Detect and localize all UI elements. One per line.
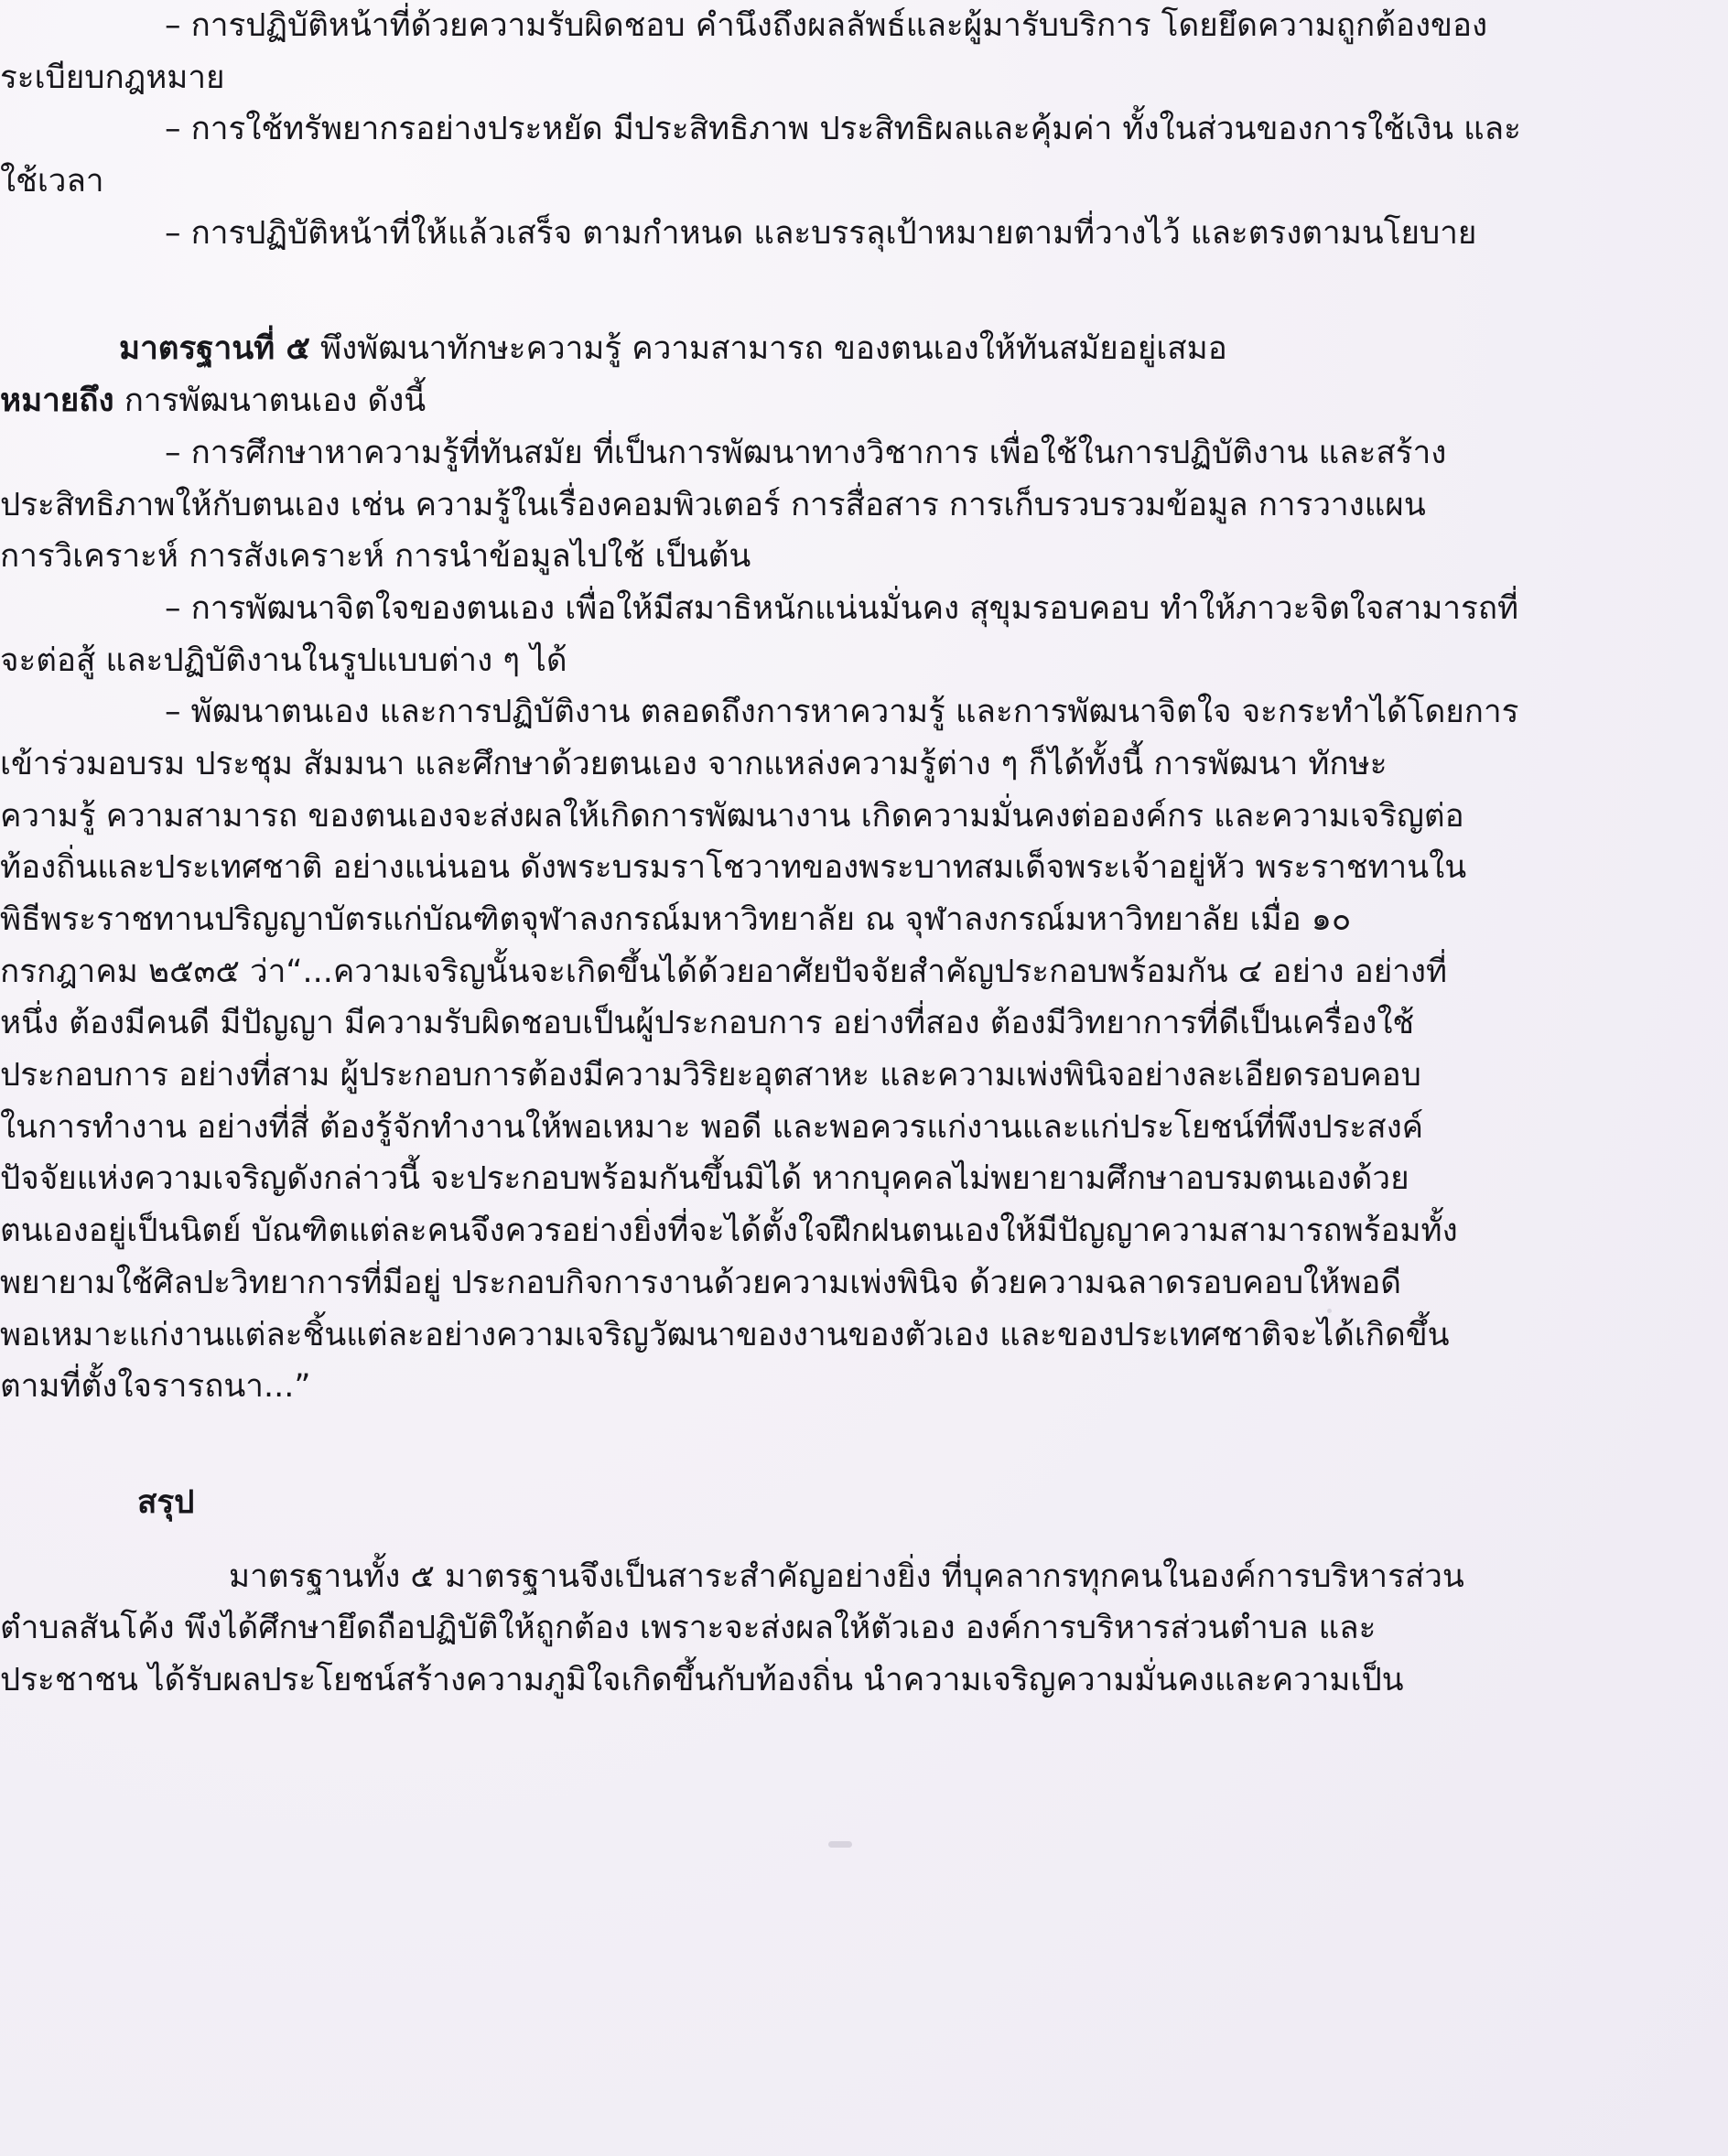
paragraph-line: กรกฎาคม ๒๕๓๕ ว่า“...ความเจริญนั้นจะเกิดขึ้นได้ด้วยอาศัยปัจจัยสำคัญประกอบพร้อมกัน ๔ อย่าง อย่างที่ [0,953,1448,990]
paragraph-line: ความรู้ ความสามารถ ของตนเองจะส่งผลให้เกิดการพัฒนางาน เกิดความมั่นคงต่อองค์กร และความเจริญต่อ [0,797,1464,835]
scan-speck [1327,1309,1332,1313]
paragraph-line: – พัฒนาตนเอง และการปฏิบัติงาน ตลอดถึงการหาความรู้ และการพัฒนาจิตใจ จะกระทำได้โดยการ [165,694,1519,731]
meaning-text: การพัฒนาตนเอง ดังนี้ [113,383,427,420]
meaning-label: หมายถึง [0,383,114,420]
standard-5-meaning [0,375,1728,427]
paragraph-line: การวิเคราะห์ การสังเคราะห์ การนำข้อมูลไปใช้ เป็นต้น [0,538,751,576]
paragraph-line: ตามที่ตั้งใจรารถนา...” [0,1368,311,1406]
paragraph-line: ในการทำงาน อย่างที่สี่ ต้องรู้จักทำงานให้พอเหมาะ พอดี และพอควรแก่งานและแก่ประโยชน์ที่พึงประสงค์ [0,1108,1424,1146]
standard-5-label: มาตรฐานที่ ๕ [119,330,310,368]
section-standard-5 [0,323,1728,1412]
conclusion-heading: สรุป [137,1483,195,1521]
scan-speck [1106,1277,1109,1281]
spacer [0,1529,1728,1551]
paragraph-line: ระเบียบกฎหมาย [0,59,225,96]
paragraph-line: – การปฏิบัติหน้าที่ด้วยความรับผิดชอบ คำนึงถึงผลลัพธ์และผู้มารับบริการ โดยยึดความถูกต้องของ [165,7,1488,44]
paragraph-line: ประชาชน ได้รับผลประโยชน์สร้างความภูมิใจเกิดขึ้นกับท้องถิ่น นำความเจริญความมั่นคงและความเป็น [0,1661,1404,1698]
paragraph-line: พยายามใช้ศิลปะวิทยาการที่มีอยู่ ประกอบกิจการงานด้วยความเพ่งพินิจ ด้วยความฉลาดรอบคอบให้พอดี [0,1264,1402,1301]
paragraph-line: ใช้เวลา [0,163,104,200]
paragraph-line: เข้าร่วมอบรม ประชุม สัมมนา และศึกษาด้วยตนเอง จากแหล่งความรู้ต่าง ๆ ก็ได้ทั้งนี้ การพัฒนา ทักษะ [0,745,1388,782]
spacer [0,259,1728,323]
standard-5-heading [0,323,1728,375]
paragraph-line: – การศึกษาหาความรู้ที่ทันสมัย ที่เป็นการพัฒนาทางวิชาการ เพื่อใช้ในการปฏิบัติงาน และสร้าง [165,434,1447,471]
paragraph-line: – การปฏิบัติหน้าที่ให้แล้วเสร็จ ตามกำหนด และบรรลุเป้าหมายตามที่วางไว้ และตรงตามนโยบาย [165,214,1477,252]
paragraph-line: จะต่อสู้ และปฏิบัติงานในรูปแบบต่าง ๆ ได้ [0,641,567,679]
paragraph-line: ประกอบการ อย่างที่สาม ผู้ประกอบการต้องมีความวิริยะอุตสาหะ และความเพ่งพินิจอย่างละเอียดรอบคอบ [0,1057,1421,1094]
paragraph-line: ท้องถิ่นและประเทศชาติ อย่างแน่นอน ดังพระบรมราโชวาทของพระบาทสมเด็จพระเจ้าอยู่หัว พระราชทานใน [0,849,1467,887]
spacer [0,1413,1728,1477]
section-duty-standards [0,0,1728,259]
paragraph-line: ตนเองอยู่เป็นนิตย์ บัณฑิตแต่ละคนจึงควรอย่างยิ่งที่จะได้ตั้งใจฝึกฝนตนเองให้มีปัญญาความสามารถพร้อมทั้ง [0,1213,1458,1250]
paragraph-line: พิธีพระราชทานปริญญาบัตรแก่บัณฑิตจุฬาลงกรณ์มหาวิทยาลัย ณ จุฬาลงกรณ์มหาวิทยาลัย เมื่อ ๑๐ [0,901,1352,938]
section-conclusion [0,1477,1728,1707]
paragraph-line: ตำบลสันโค้ง พึงได้ศึกษายึดถือปฏิบัติให้ถูกต้อง เพราะจะส่งผลให้ตัวเอง องค์การบริหารส่วนตำบล และ [0,1610,1377,1647]
paragraph-line: หนึ่ง ต้องมีคนดี มีปัญญา มีความรับผิดชอบเป็นผู้ประกอบการ อย่างที่สอง ต้องมีวิทยาการที่ดีเป็นเครื่องใช้ [0,1005,1415,1042]
paragraph-line: ประสิทธิภาพให้กับตนเอง เช่น ความรู้ในเรื่องคอมพิวเตอร์ การสื่อสาร การเก็บรวบรวมข้อมูล การวางแผน [0,486,1426,523]
paragraph-line: พอเหมาะแก่งานแต่ละชิ้นแต่ละอย่างความเจริญวัฒนาของงานของตัวเอง และของประเทศชาติจะได้เกิดขึ้น [0,1316,1450,1353]
standard-5-title: พึงพัฒนาทักษะความรู้ ความสามารถ ของตนเองให้ทันสมัยอยู่เสมอ [309,330,1227,368]
scan-speck [828,1841,852,1848]
paragraph-line: มาตรฐานทั้ง ๕ มาตรฐานจึงเป็นสาระสำคัญอย่างยิ่ง ที่บุคลากรทุกคนในองค์การบริหารส่วน [229,1558,1464,1595]
paragraph-line: – การพัฒนาจิตใจของตนเอง เพื่อให้มีสมาธิหนักแน่นมั่นคง สุขุมรอบคอบ ทำให้ภาวะจิตใจสามารถที่ [165,589,1519,627]
paragraph-line: ปัจจัยแห่งความเจริญดังกล่าวนี้ จะประกอบพร้อมกันขึ้นมิได้ หากบุคคลไม่พยายามศึกษาอบรมตนเองด้วย [0,1160,1409,1198]
paragraph-line: – การใช้ทรัพยากรอย่างประหยัด มีประสิทธิภาพ ประสิทธิผลและคุ้มค่า ทั้งในส่วนของการใช้เงิน และ [165,111,1521,148]
